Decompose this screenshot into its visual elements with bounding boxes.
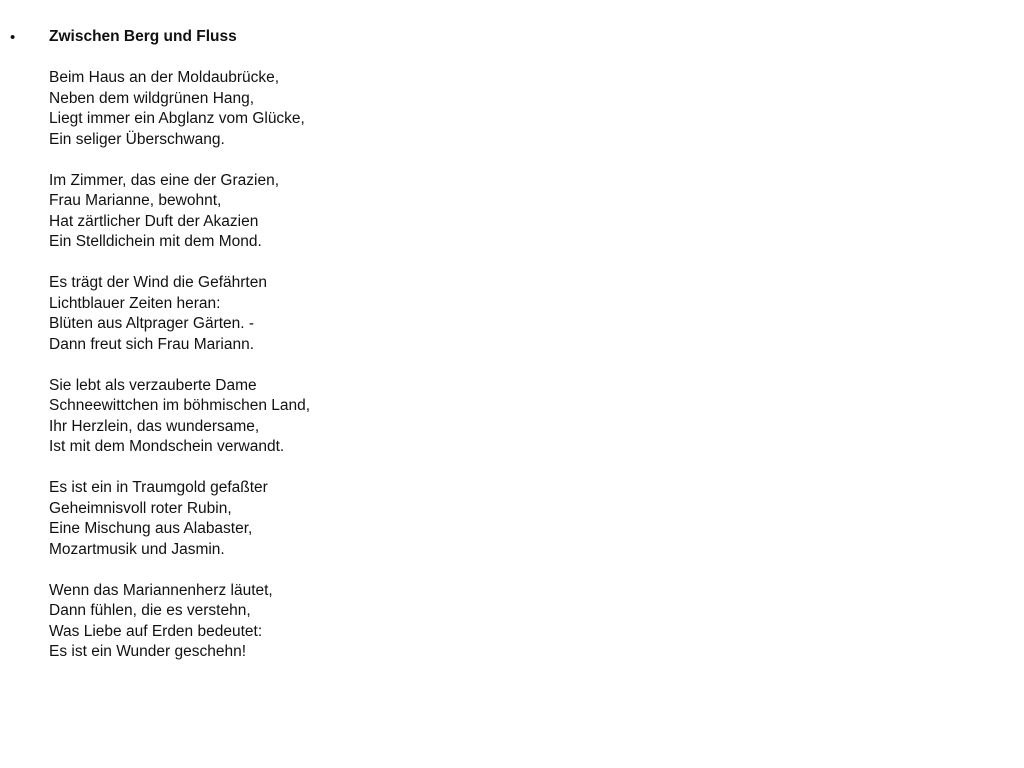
- poem-line: Schneewittchen im böhmischen Land,: [49, 397, 311, 414]
- poem-line: Es ist ein Wunder geschehn!: [49, 643, 247, 660]
- stanza-6: [49, 581, 649, 663]
- poem-line: Ein Stelldichein mit dem Mond.: [49, 233, 262, 250]
- poem-line: Blüten aus Altprager Gärten. -: [49, 315, 255, 332]
- poem-line: Dann fühlen, die es verstehn,: [49, 602, 251, 619]
- poem-line: Eine Mischung aus Alabaster,: [49, 520, 253, 537]
- poem-line: Sie lebt als verzauberte Dame: [49, 376, 257, 394]
- poem-line: Es trägt der Wind die Gefährten: [49, 274, 267, 291]
- stanza-2: [49, 171, 649, 253]
- poem-line: Ihr Herzlein, das wundersame,: [49, 417, 260, 435]
- poem-line: Ist mit dem Mondschein verwandt.: [49, 438, 285, 455]
- stanza-3: [49, 273, 649, 355]
- poem-line: Im Zimmer, das eine der Grazien,: [49, 171, 279, 189]
- stanza-1: [49, 68, 649, 150]
- poem-line: Wenn das Mariannenherz läutet,: [49, 581, 273, 599]
- poem-line: Frau Marianne, bewohnt,: [49, 192, 222, 209]
- poem-line: Geheimnisvoll roter Rubin,: [49, 499, 232, 517]
- bullet-marker: •: [10, 29, 16, 46]
- poem-line: Mozartmusik und Jasmin.: [49, 540, 225, 558]
- poem-line: Neben dem wildgrünen Hang,: [49, 89, 255, 107]
- poem-line: Ein seliger Überschwang.: [49, 130, 225, 148]
- poem-line: Dann freut sich Frau Mariann.: [49, 335, 255, 353]
- poem-line: Hat zärtlicher Duft der Akazien: [49, 212, 259, 230]
- stanza-5: [49, 478, 649, 560]
- poem-title: Zwischen Berg und Fluss: [49, 28, 237, 45]
- poem-line: Lichtblauer Zeiten heran:: [49, 294, 221, 312]
- poem: [49, 27, 649, 663]
- poem-line: Liegt immer ein Abglanz vom Glücke,: [49, 110, 305, 127]
- stanza-4: [49, 376, 649, 458]
- poem-line: Beim Haus an der Moldaubrücke,: [49, 69, 280, 86]
- poem-line: Was Liebe auf Erden bedeutet:: [49, 622, 263, 640]
- poem-line: Es ist ein in Traumgold gefaßter: [49, 479, 268, 496]
